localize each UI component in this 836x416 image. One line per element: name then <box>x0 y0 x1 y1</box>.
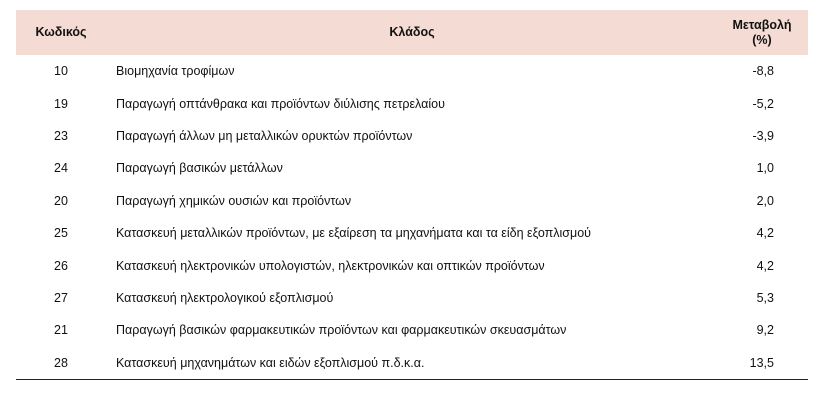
row-code: 26 <box>54 258 68 273</box>
table-header <box>16 10 808 55</box>
row-code: 23 <box>54 128 68 143</box>
row-change: 5,3 <box>756 290 774 305</box>
table-body <box>16 55 808 379</box>
row-change: -8,8 <box>752 64 774 79</box>
header-sector: Κλάδος <box>389 25 435 39</box>
row-sector: Παραγωγή χημικών ουσιών και προϊόντων <box>116 193 352 208</box>
table-row <box>16 249 808 281</box>
header-code: Κωδικός <box>35 25 87 39</box>
row-sector: Βιομηχανία τροφίμων <box>116 64 235 79</box>
table-row <box>16 87 808 119</box>
row-code: 25 <box>54 226 68 241</box>
row-code: 28 <box>16 347 106 380</box>
row-code: 24 <box>54 161 68 176</box>
row-change: 13,5 <box>718 347 808 380</box>
row-change: 2,0 <box>756 193 774 208</box>
table-row <box>16 347 808 380</box>
row-sector: Κατασκευή μηχανημάτων και ειδών εξοπλισμού π.δ.κ.α. <box>106 347 718 380</box>
row-sector: Κατασκευή μεταλλικών προϊόντων, με εξαίρεση τα μηχανήματα και τα είδη εξοπλισμού <box>116 226 591 241</box>
row-sector: Κατασκευή ηλεκτρολογικού εξοπλισμού <box>116 290 334 305</box>
row-code: 21 <box>54 323 68 338</box>
row-change: -5,2 <box>752 96 774 111</box>
table-row <box>16 120 808 152</box>
row-sector: Παραγωγή άλλων μη μεταλλικών ορυκτών προϊόντων <box>116 128 413 143</box>
row-change: 4,2 <box>756 226 774 241</box>
table-row <box>16 282 808 314</box>
header-row <box>16 10 808 55</box>
row-code: 10 <box>54 64 68 79</box>
row-code: 19 <box>54 96 68 111</box>
row-code: 20 <box>54 193 68 208</box>
row-change: -3,9 <box>752 128 774 143</box>
header-change <box>718 10 808 55</box>
table-row <box>16 152 808 184</box>
table-row <box>16 185 808 217</box>
header-change-title: Μεταβολή <box>732 17 792 32</box>
row-sector: Παραγωγή βασικών μετάλλων <box>116 161 283 176</box>
row-sector: Κατασκευή ηλεκτρονικών υπολογιστών, ηλεκτρονικών και οπτικών προϊόντων <box>116 258 545 273</box>
table-row <box>16 314 808 346</box>
table-row <box>16 55 808 87</box>
row-code: 27 <box>54 290 68 305</box>
row-sector: Παραγωγή βασικών φαρμακευτικών προϊόντων και φαρμακευτικών σκευασμάτων <box>116 323 567 338</box>
row-sector: Παραγωγή οπτάνθρακα και προϊόντων διύλισης πετρελαίου <box>116 96 445 111</box>
row-change: 9,2 <box>756 323 774 338</box>
header-change-unit: (%) <box>752 32 772 47</box>
sector-change-table <box>16 10 808 380</box>
sector-change-table-container <box>16 10 808 380</box>
row-change: 1,0 <box>756 161 774 176</box>
table-row <box>16 217 808 249</box>
row-change: 4,2 <box>756 258 774 273</box>
